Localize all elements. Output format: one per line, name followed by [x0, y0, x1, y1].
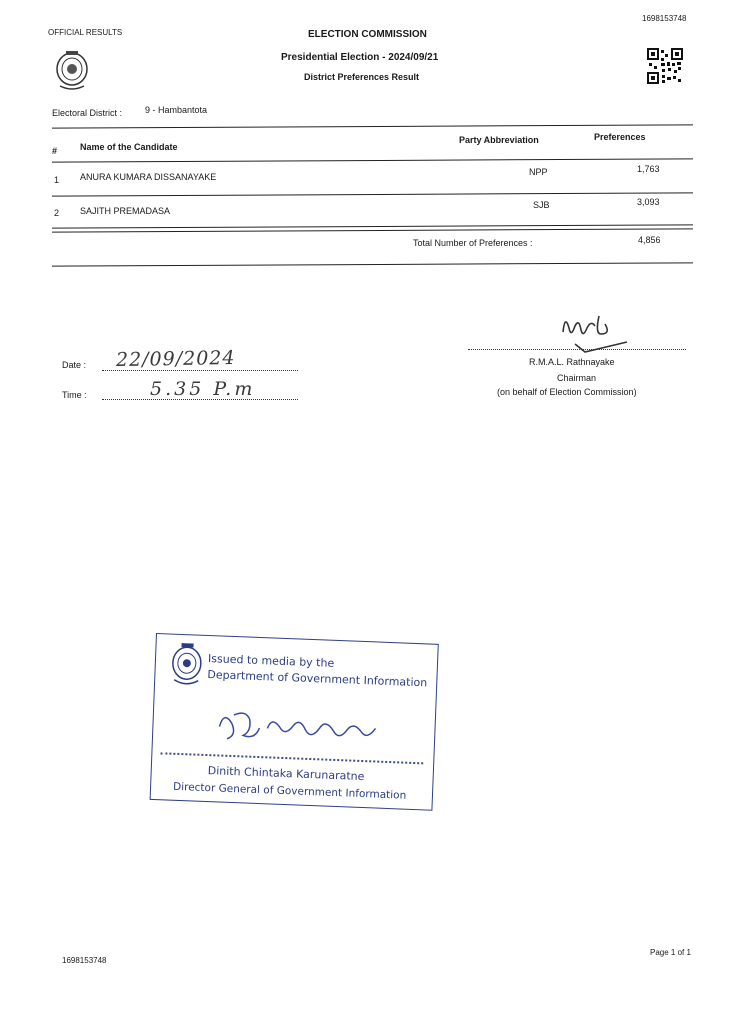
stamp-director-title: Director General of Government Information [172, 780, 407, 802]
document-id-top: 1698153748 [642, 14, 687, 23]
column-header-candidate: Name of the Candidate [80, 142, 178, 152]
report-subtitle: District Preferences Result [304, 72, 420, 82]
official-results-label: OFFICIAL RESULTS [48, 28, 123, 37]
row-number: 1 [54, 175, 60, 185]
signature-dotted-line [468, 349, 686, 350]
party-abbreviation: SJB [533, 200, 550, 210]
date-label: Date : [62, 360, 87, 370]
candidate-name: SAJITH PREMADASA [80, 206, 171, 216]
time-handwritten: 5.35 P.m [150, 378, 256, 400]
total-value: 4,856 [638, 235, 661, 245]
header-rule [52, 158, 693, 162]
stamp-issued-text: Issued to media by the [207, 652, 335, 670]
signatory-name: R.M.A.L. Rathnayake [529, 357, 615, 367]
total-top-rule-double [52, 228, 693, 232]
district-label: Electoral District : [52, 108, 123, 118]
chairman-signature-icon [555, 304, 635, 354]
table-top-rule [52, 124, 693, 128]
signatory-role: Chairman [557, 373, 597, 383]
qr-code-icon [647, 48, 683, 84]
total-label: Total Number of Preferences : [413, 238, 533, 248]
column-header-preferences: Preferences [594, 132, 646, 142]
table-bottom-rule [52, 262, 693, 266]
preference-count: 1,763 [637, 164, 660, 174]
page-number: Page 1 of 1 [650, 948, 691, 957]
time-label: Time : [62, 390, 87, 400]
stamp-department-text: Department of Government Information [207, 668, 428, 690]
stamp-director-name: Dinith Chintaka Karunaratne [207, 764, 365, 784]
candidate-name: ANURA KUMARA DISSANAYAKE [80, 172, 217, 182]
row-divider [52, 192, 693, 196]
on-behalf-note: (on behalf of Election Commission) [497, 387, 637, 397]
row-number: 2 [54, 208, 60, 218]
party-abbreviation: NPP [529, 167, 548, 177]
document-id-bottom: 1698153748 [62, 956, 107, 965]
column-header-number: # [52, 146, 58, 156]
stamp-emblem-icon [169, 643, 205, 688]
national-emblem-icon [54, 50, 90, 92]
election-title: Presidential Election - 2024/09/21 [281, 52, 439, 63]
date-handwritten: 22/09/2024 [115, 346, 236, 372]
stamp-signature-icon [215, 704, 387, 754]
column-header-party: Party Abbreviation [459, 135, 539, 145]
preference-count: 3,093 [637, 197, 660, 207]
district-value: 9 - Hambantota [145, 105, 208, 115]
media-issue-stamp [150, 633, 439, 811]
commission-title: ELECTION COMMISSION [308, 29, 427, 40]
